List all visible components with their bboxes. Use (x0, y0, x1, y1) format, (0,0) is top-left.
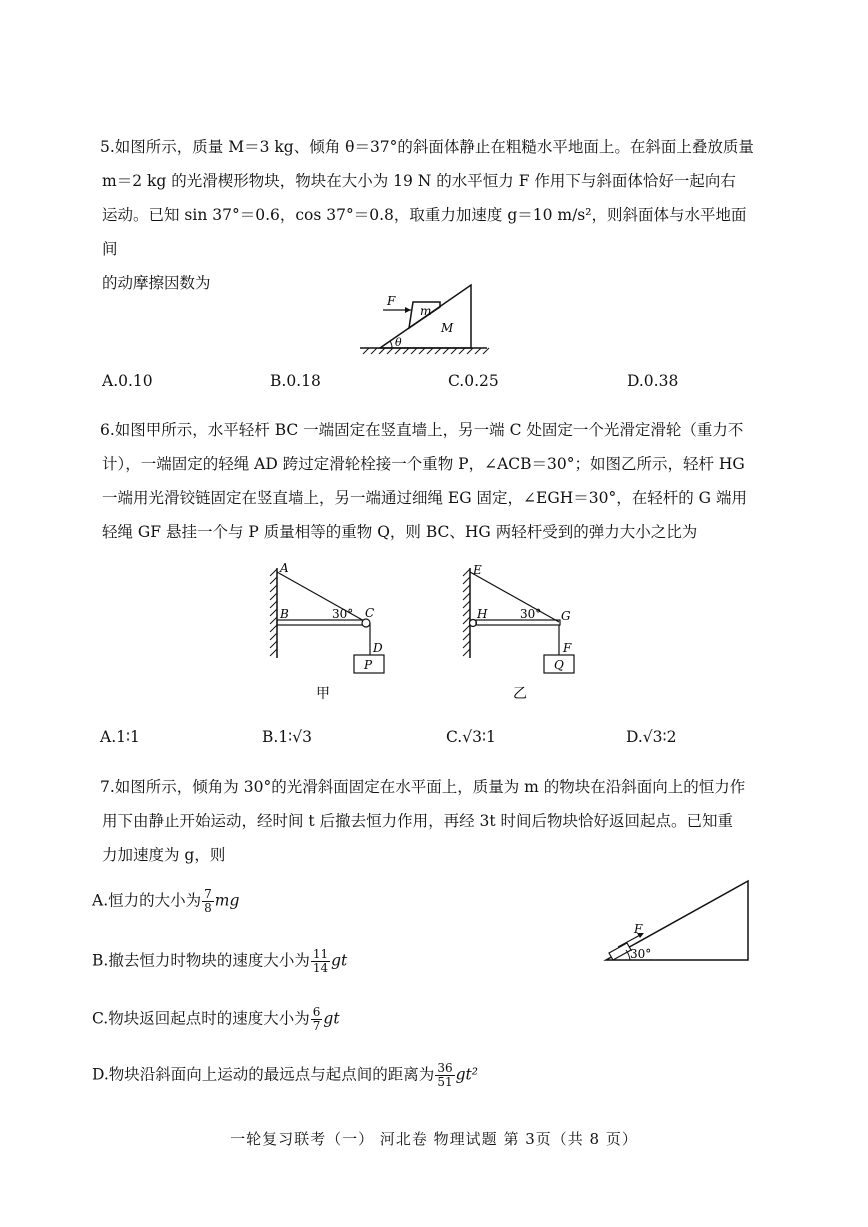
q5-line: 运动。已知 sin 37°＝0.6，cos 37°＝0.8，取重力加速度 g＝10 m/s²，则斜面体与水平地面间 (102, 206, 747, 258)
q7-figure (600, 875, 760, 965)
q5-line: 的动摩擦因数为 (102, 274, 211, 292)
q7-option-a (92, 888, 239, 915)
q6-yi-label-H: H (477, 607, 488, 621)
q6-yi-label-G: G (561, 609, 571, 623)
q6-jia-label-A: A (280, 561, 289, 575)
q7-option-a-num: 7 (204, 887, 212, 901)
q6-option-b: B.1∶√3 (262, 728, 312, 746)
q5-line: m＝2 kg 的光滑楔形物块，物块在大小为 19 N 的水平恒力 F 作用下与斜面体恰好一起向右 (102, 172, 736, 190)
q5-angle-arc (390, 341, 392, 348)
q7-option-c-num: 6 (312, 1005, 321, 1019)
q7-option-b-num: 11 (312, 947, 329, 961)
q6-line: 6.如图甲所示，水平轻杆 BC 一端固定在竖直墙上，另一端 C 处固定一个光滑定滑轮（重力不 (100, 421, 744, 439)
question-5-text (100, 130, 760, 300)
q7-option-a-prefix: A.恒力的大小为 (92, 891, 202, 910)
q6-yi-rod-HG (476, 620, 560, 625)
q7-option-d-den: 51 (437, 1075, 453, 1089)
q6-line: 轻绳 GF 悬挂一个与 P 质量相等的重物 Q，则 BC、HG 两轻杆受到的弹力大小之比为 (102, 523, 698, 541)
q6-yi-label-E: E (473, 563, 482, 577)
q6-line: 计），一端固定的轻绳 AD 跨过定滑轮栓接一个重物 P，∠ACB＝30°；如图乙所示，轻杆 HG (102, 455, 745, 473)
q6-yi-caption: 乙 (513, 686, 527, 702)
q5-line: 5.如图所示，质量 M＝3 kg、倾角 θ＝37°的斜面体静止在粗糙水平地面上。在斜面上叠放质量 (100, 138, 754, 156)
q5-label-F: F (387, 294, 396, 308)
question-7-text (100, 770, 760, 872)
q5-ground-hatch (363, 348, 489, 354)
page-footer: 一轮复习联考（一） 河北卷 物理试题 第 3页（共 8 页） (230, 1130, 638, 1148)
q7-option-b-prefix: B.撤去恒力时物块的速度大小为 (92, 951, 310, 970)
q5-option-a: A.0.10 (102, 372, 153, 390)
q5-label-M: M (441, 321, 454, 335)
q5-option-d: D.0.38 (627, 372, 679, 390)
q7-option-d (92, 1062, 478, 1089)
q7-label-F: F (634, 922, 643, 936)
q5-option-b: B.0.18 (270, 372, 321, 390)
q7-option-c-den: 7 (312, 1019, 321, 1033)
q7-line: 用下由静止开始运动，经时间 t 后撤去恒力作用，再经 3t 时间后物块恰好返回起点。已知重 (102, 812, 734, 830)
q6-jia-label-angle: 30° (332, 607, 354, 621)
q6-jia-pulley (362, 619, 370, 627)
q7-option-b-den: 14 (312, 961, 329, 975)
q7-option-b (92, 948, 347, 975)
q5-label-theta: θ (395, 336, 402, 349)
q6-figure-yi (455, 560, 585, 705)
q5-option-c: C.0.25 (448, 372, 499, 390)
q7-option-c (92, 1006, 340, 1033)
q7-option-a-fraction (202, 888, 214, 915)
q6-yi-label-F: F (563, 641, 572, 655)
q6-jia-label-D: D (373, 641, 383, 655)
q7-line: 力加速度为 g，则 (102, 846, 226, 864)
q6-jia-label-C: C (365, 606, 375, 620)
q6-line: 一端用光滑铰链固定在竖直墙上，另一端通过细绳 EG 固定，∠EGH＝30°，在轻杆的 G 端用 (102, 489, 747, 507)
q6-jia-label-B: B (280, 607, 289, 621)
q6-jia-label-P: P (364, 658, 373, 672)
q6-option-c: C.√3∶1 (446, 728, 496, 746)
q7-option-d-fraction (435, 1062, 454, 1089)
q6-jia-caption: 甲 (316, 686, 330, 702)
question-6-text (100, 413, 760, 549)
q7-option-c-suffix: gt (323, 1009, 340, 1028)
q5-force-arrowhead (405, 307, 411, 313)
q7-option-a-den: 8 (204, 901, 212, 915)
q7-option-b-fraction (311, 948, 330, 975)
q7-option-c-prefix: C.物块返回起点时的速度大小为 (92, 1009, 310, 1028)
q5-label-m: m (420, 304, 432, 318)
q7-option-a-suffix: mg (214, 891, 240, 910)
q7-option-d-prefix: D.物块沿斜面向上运动的最远点与起点间的距离为 (92, 1065, 435, 1084)
q7-label-angle: 30° (630, 947, 652, 961)
q6-yi-label-Q: Q (554, 658, 564, 672)
q7-option-d-num: 36 (437, 1061, 453, 1075)
q6-option-d: D.√3∶2 (626, 728, 677, 746)
q7-option-b-suffix: gt (331, 951, 348, 970)
q6-yi-label-angle: 30° (520, 607, 542, 621)
q7-line: 7.如图所示，倾角为 30°的光滑斜面固定在水平面上，质量为 m 的物块在沿斜面向上的恒力作 (100, 778, 746, 796)
q7-option-c-fraction (311, 1006, 323, 1033)
q6-option-a: A.1∶1 (100, 728, 140, 746)
q7-option-d-suffix: gt² (455, 1065, 478, 1084)
q6-figure-jia (262, 560, 392, 705)
q5-figure (355, 280, 495, 360)
